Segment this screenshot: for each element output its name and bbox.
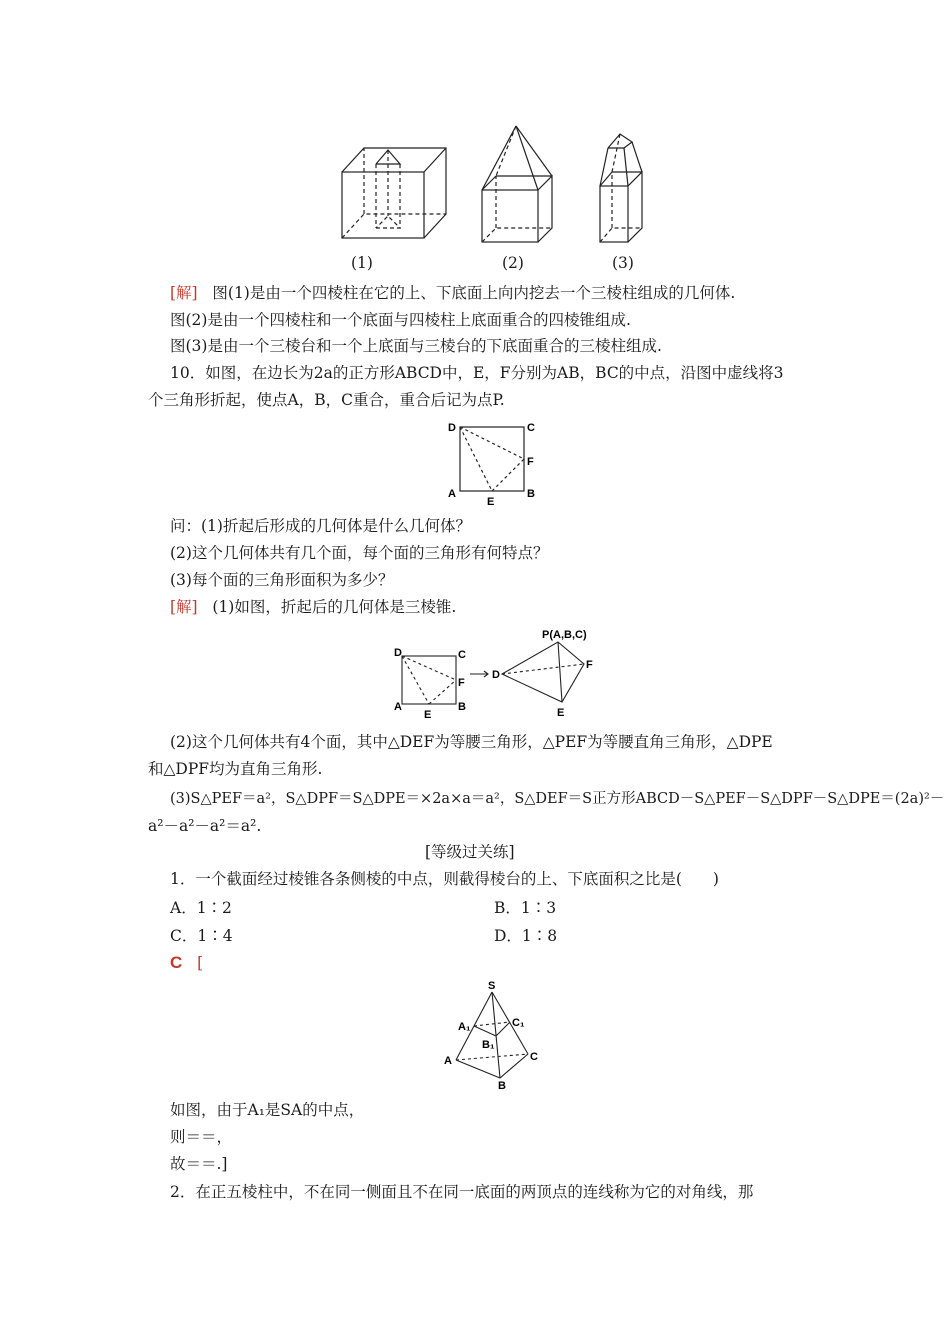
fold-label-D-left: D <box>394 647 402 659</box>
label-F: F <box>527 456 534 468</box>
mc1-option-a: A．1∶2 <box>170 899 232 917</box>
fold-label-P: P(A,B,C) <box>542 629 587 641</box>
mc1-answer-line <box>170 953 203 973</box>
q10-ask-1: 问：(1)折起后形成的几何体是什么几何体？ <box>170 517 471 535</box>
label-D: D <box>448 422 456 434</box>
figure-3-frustum-prism <box>600 134 642 242</box>
section-title: [等级过关练] <box>425 843 515 861</box>
mc1-solution-line-1: 如图，由于A₁是SA的中点， <box>170 1101 365 1119</box>
q9-solution-text-1: 图(1)是由一个四棱柱在它的上、下底面上向内挖去一个三棱柱组成的几何体. <box>212 284 736 302</box>
pyr-label-S: S <box>488 980 496 992</box>
fold-label-C-left: C <box>458 649 466 661</box>
label-C: C <box>527 422 535 434</box>
pyramid-figure <box>440 978 550 1090</box>
fold-label-A-left: A <box>394 701 402 713</box>
solution-tag: [解] <box>170 284 198 302</box>
mc1-option-d: D．1∶8 <box>494 927 558 945</box>
figure-label-3: (3) <box>612 254 634 272</box>
mc1-solution-line-3: 故＝＝.] <box>170 1155 228 1173</box>
square-abcd <box>460 427 524 491</box>
figure-1-cube <box>342 148 446 238</box>
figure-label-1: (1) <box>351 254 373 272</box>
fold-label-E-left: E <box>424 709 432 720</box>
pyr-label-B: B <box>498 1080 506 1090</box>
pyr-label-A1: A₁ <box>458 1021 471 1033</box>
label-A: A <box>448 488 456 500</box>
fold-label-B-left: B <box>458 701 466 713</box>
fold-label-E: E <box>557 707 565 719</box>
mc1-answer: C <box>170 953 183 972</box>
mc1-bracket: [ <box>197 954 204 972</box>
folding-figure <box>390 628 610 720</box>
fold-label-F: F <box>586 659 593 671</box>
q9-solution-line-1 <box>170 283 735 303</box>
q10-text-line-2: 个三角形折起，使点A，B，C重合，重合后记为点P. <box>148 391 505 409</box>
q10-text-line-1: 10．如图，在边长为2a的正方形ABCD中，E，F分别为AB，BC的中点，沿图中虚线将3 <box>170 364 784 382</box>
figure-2-prism-pyramid <box>482 126 552 242</box>
fold-label-F-left: F <box>458 677 465 689</box>
q10-solution-line-2b: 和△DPF均为直角三角形. <box>148 760 323 778</box>
mc1-solution-line-2: 则＝＝， <box>170 1128 233 1146</box>
pyr-label-C1: C₁ <box>512 1017 525 1029</box>
q10-ask-2: (2)这个几何体共有几个面，每个面的三角形有何特点？ <box>170 544 549 562</box>
label-B: B <box>527 488 535 500</box>
mc1-question: 1．一个截面经过棱锥各条侧棱的中点，则截得棱台的上、下底面积之比是( ) <box>170 870 719 888</box>
q10-solution-line-1 <box>170 597 456 617</box>
q2-text-line-1: 2．在正五棱柱中，不在同一侧面且不在同一底面的两顶点的连线称为它的对角线，那 <box>170 1183 754 1201</box>
label-E: E <box>487 496 495 507</box>
q10-ask-3: (3)每个面的三角形面积为多少？ <box>170 571 394 589</box>
q10-solution-line-2a: (2)这个几何体共有4个面，其中△DEF为等腰三角形，△PEF为等腰直角三角形，△DPE <box>170 733 773 751</box>
q9-solution-line-3: 图(3)是由一个三棱台和一个上底面与三棱台的下底面重合的三棱柱组成. <box>170 337 662 355</box>
mc1-option-b: B．1∶3 <box>494 899 557 917</box>
solution-tag: [解] <box>170 598 198 616</box>
figure-label-2: (2) <box>502 254 524 272</box>
mc1-option-c: C．1∶4 <box>170 927 233 945</box>
q10-solution-line-3a: (3)S△PEF＝a²，S△DPF＝S△DPE＝×2a×a＝a²，S△DEF＝S正方形ABCD－S△PEF－S△DPF－S△DPE＝(2a)²－ <box>170 791 945 807</box>
q10-solution-line-3b: a²－a²－a²＝a². <box>148 817 262 835</box>
pyr-label-C: C <box>530 1051 538 1063</box>
q10-solution-text-1: (1)如图，折起后的几何体是三棱锥. <box>212 598 457 616</box>
square-figure <box>440 415 550 507</box>
pyr-label-B1: B₁ <box>482 1039 495 1051</box>
pyr-label-A: A <box>444 1055 452 1067</box>
fold-label-D: D <box>492 669 500 681</box>
q9-solution-line-2: 图(2)是由一个四棱柱和一个底面与四棱柱上底面重合的四棱锥组成. <box>170 311 631 329</box>
